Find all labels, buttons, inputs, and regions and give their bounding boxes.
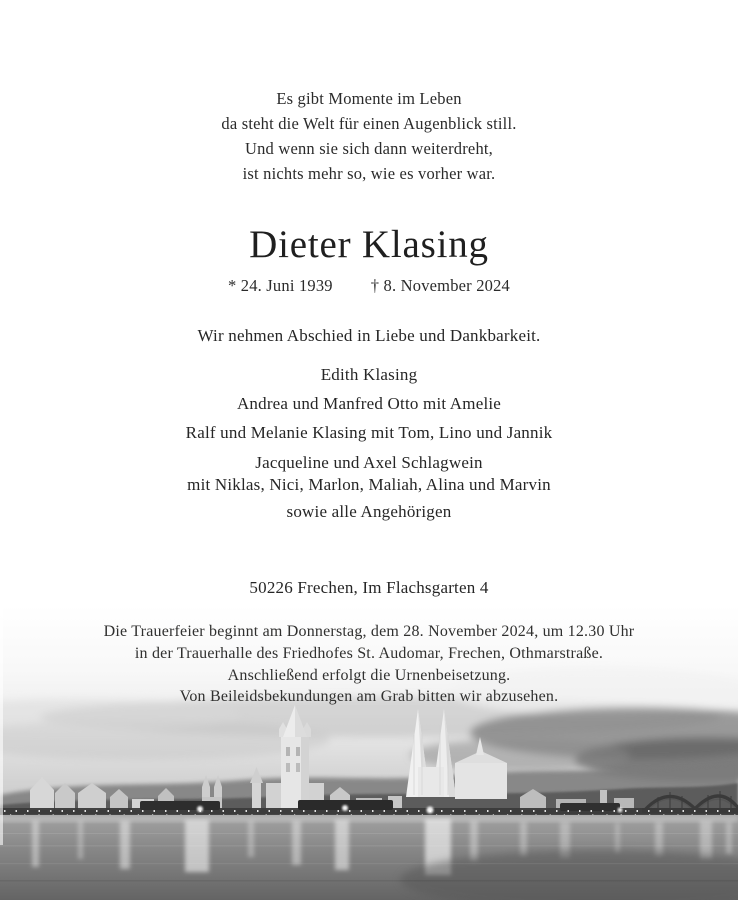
- death-date: † 8. November 2024: [370, 276, 510, 295]
- poem-line: da steht die Welt für einen Augenblick still.: [221, 114, 517, 133]
- mourner-line: Jacqueline und Axel Schlagwein: [255, 453, 483, 472]
- poem: [0, 86, 738, 186]
- funeral-line: Anschließend erfolgt die Urnenbeisetzung.: [227, 666, 511, 684]
- farewell-line: Wir nehmen Abschied in Liebe und Dankbarkeit.: [197, 326, 541, 345]
- birth-date: * 24. Juni 1939: [227, 276, 333, 295]
- mourner-group: [0, 452, 738, 495]
- funeral-details: [0, 621, 738, 708]
- mourner-line: mit Niklas, Nici, Marlon, Maliah, Alina und Marvin: [187, 474, 551, 494]
- poem-line: Und wenn sie sich dann weiterdreht,: [244, 139, 493, 158]
- mourner-group: Andrea und Manfred Otto mit Amelie: [236, 394, 502, 413]
- mourner-group: Ralf und Melanie Klasing mit Tom, Lino und Jannik: [185, 423, 553, 442]
- mourner-group: sowie alle Angehörigen: [286, 502, 452, 521]
- river-water: [0, 815, 738, 900]
- funeral-line: Von Beileidsbekundungen am Grab bitten wir abzusehen.: [179, 688, 559, 706]
- poem-line: Es gibt Momente im Leben: [276, 89, 462, 108]
- address-line: 50226 Frechen, Im Flachsgarten 4: [249, 578, 489, 597]
- poem-line: ist nichts mehr so, wie es vorher war.: [242, 164, 496, 183]
- funeral-line: in der Trauerhalle des Friedhofes St. Audomar, Frechen, Othmarstraße.: [134, 644, 604, 662]
- mourner-group: Edith Klasing: [320, 365, 418, 384]
- deceased-name: Dieter Klasing: [249, 223, 489, 266]
- life-dates: [0, 276, 738, 296]
- funeral-line: Die Trauerfeier beginnt am Donnerstag, dem 28. November 2024, um 12.30 Uhr: [103, 623, 635, 640]
